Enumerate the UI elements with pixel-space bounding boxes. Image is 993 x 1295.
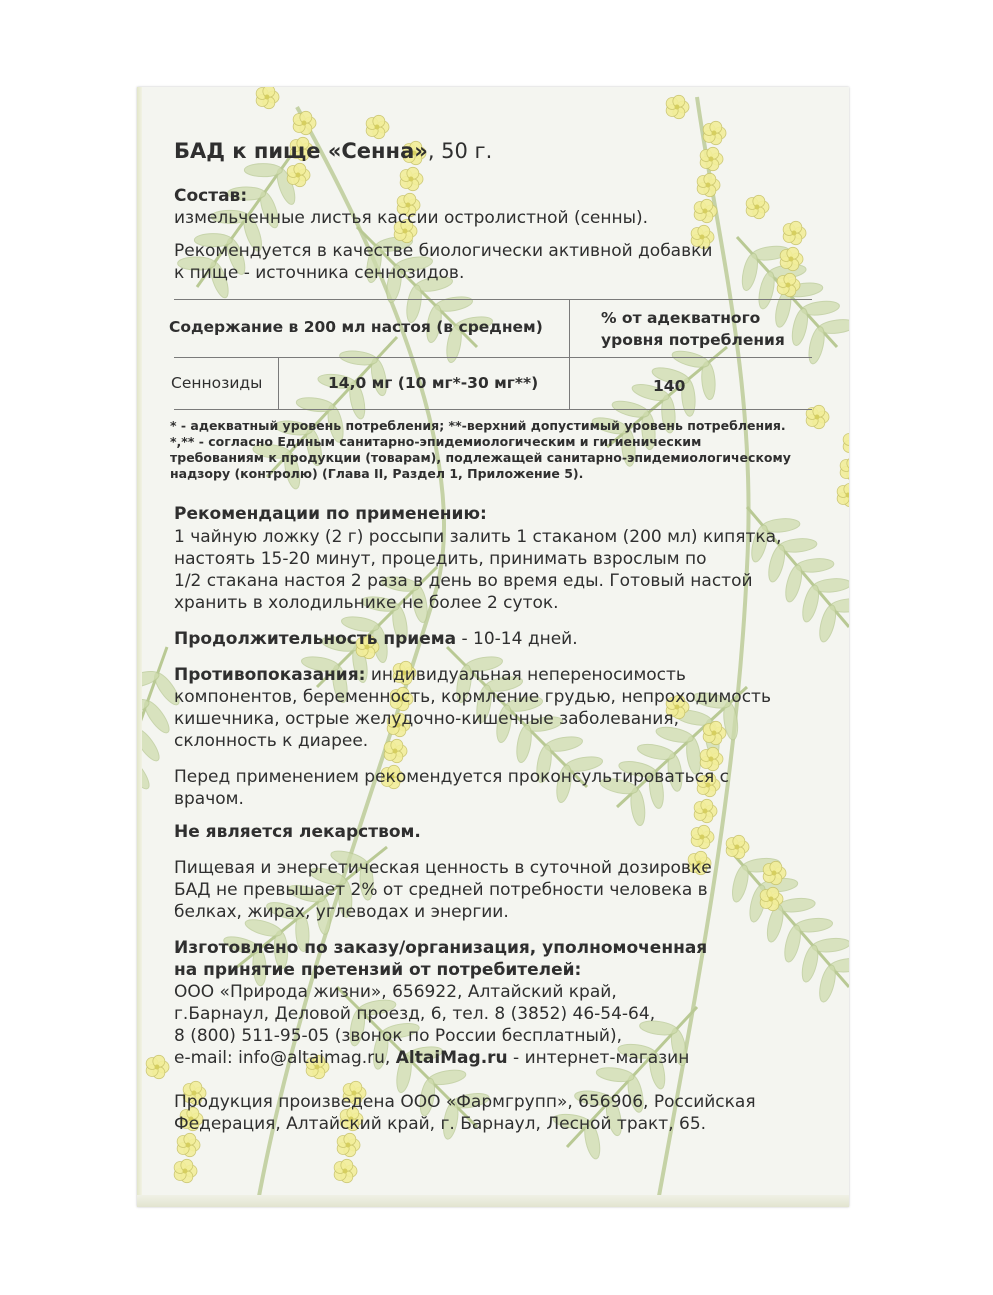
manufacturer-heading: Изготовлено по заказу/организация, уполномоченная — [174, 938, 708, 958]
table-header-content: Содержание в 200 мл настоя (в среднем) — [169, 318, 543, 336]
producer-line: Федерация, Алтайский край, г. Барнаул, Лесной тракт, 65. — [174, 1114, 707, 1134]
duration: Продолжительность приема - 10-14 дней. — [174, 629, 578, 649]
usage-heading: Рекомендации по применению: — [174, 504, 487, 524]
contraindications-line: компонентов, беременность, кормление грудью, непроходимость — [174, 687, 771, 707]
box-edge — [137, 1195, 849, 1207]
energy-line: БАД не превышает 2% от средней потребности человека в — [174, 880, 708, 900]
footnote-line: требованиям к продукции (товарам), подлежащей санитарно-эпидемиологическому — [170, 450, 791, 465]
composition-heading: Состав: — [174, 186, 248, 206]
table-header-percent: уровня потребления — [601, 331, 785, 349]
usage-line: настоять 15-20 минут, процедить, принимать взрослым по — [174, 549, 707, 569]
consult-line: врачом. — [174, 789, 244, 809]
usage-line: хранить в холодильнике не более 2 суток. — [174, 593, 559, 613]
manufacturer-heading: на принятие претензий от потребителей: — [174, 960, 582, 980]
producer-line: Продукция произведена ООО «Фармгрупп», 656906, Российская — [174, 1092, 756, 1112]
table-cell-name: Сеннозиды — [171, 374, 263, 392]
email: e-mail: info@altaimag.ru, — [174, 1048, 391, 1068]
manufacturer-line: ООО «Природа жизни», 656922, Алтайский край, — [174, 982, 617, 1002]
footnote-line: *,** - согласно Единым санитарно-эпидемиологическим и гигиеническим — [170, 434, 702, 449]
manufacturer-line: 8 (800) 511-95-05 (звонок по России бесплатный), — [174, 1026, 622, 1046]
usage-line: 1/2 стакана настоя 2 раза в день во время еды. Готовый настой — [174, 571, 753, 591]
manufacturer-line: г.Барнаул, Деловой проезд, 6, тел. 8 (3852) 46-54-64, — [174, 1004, 656, 1024]
recommendation-line: к пище - источника сеннозидов. — [174, 263, 465, 283]
composition-text: измельченные листья кассии остролистной (сенны). — [174, 208, 649, 228]
contraindications-line: склонность к диарее. — [174, 731, 369, 751]
not-medicine: Не является лекарством. — [174, 822, 421, 842]
consult-line: Перед применением рекомендуется проконсультироваться с — [174, 767, 729, 787]
energy-line: белках, жирах, углеводах и энергии. — [174, 902, 509, 922]
contraindications-line: кишечника, острые желудочно-кишечные заболевания, — [174, 709, 679, 729]
box-edge — [137, 87, 142, 1207]
table-header-percent: % от адекватного — [601, 309, 761, 327]
energy-line: Пищевая и энергетическая ценность в суточной дозировке — [174, 858, 712, 878]
footnote-line: надзору (контролю) (Глава II, Раздел 1, Приложение 5). — [170, 466, 584, 481]
manufacturer-contacts: e-mail: info@altaimag.ru, AltaiMag.ru - интернет-магазин — [174, 1048, 690, 1068]
footnote-line: * - адекватный уровень потребления; **-верхний допустимый уровень потребления. — [170, 418, 786, 433]
table-cell-value: 14,0 мг (10 мг*-30 мг**) — [328, 374, 539, 392]
contraindications: Противопоказания: индивидуальная непереносимость — [174, 665, 686, 685]
table-cell-percent: 140 — [653, 377, 686, 395]
website: AltaiMag.ru — [395, 1048, 508, 1068]
recommendation-line: Рекомендуется в качестве биологически активной добавки — [174, 241, 713, 261]
usage-line: 1 чайную ложку (2 г) россыпи залить 1 стаканом (200 мл) кипятка, — [174, 527, 782, 547]
product-title: БАД к пище «Сенна», 50 г. — [174, 139, 493, 163]
package-panel — [137, 87, 849, 1207]
